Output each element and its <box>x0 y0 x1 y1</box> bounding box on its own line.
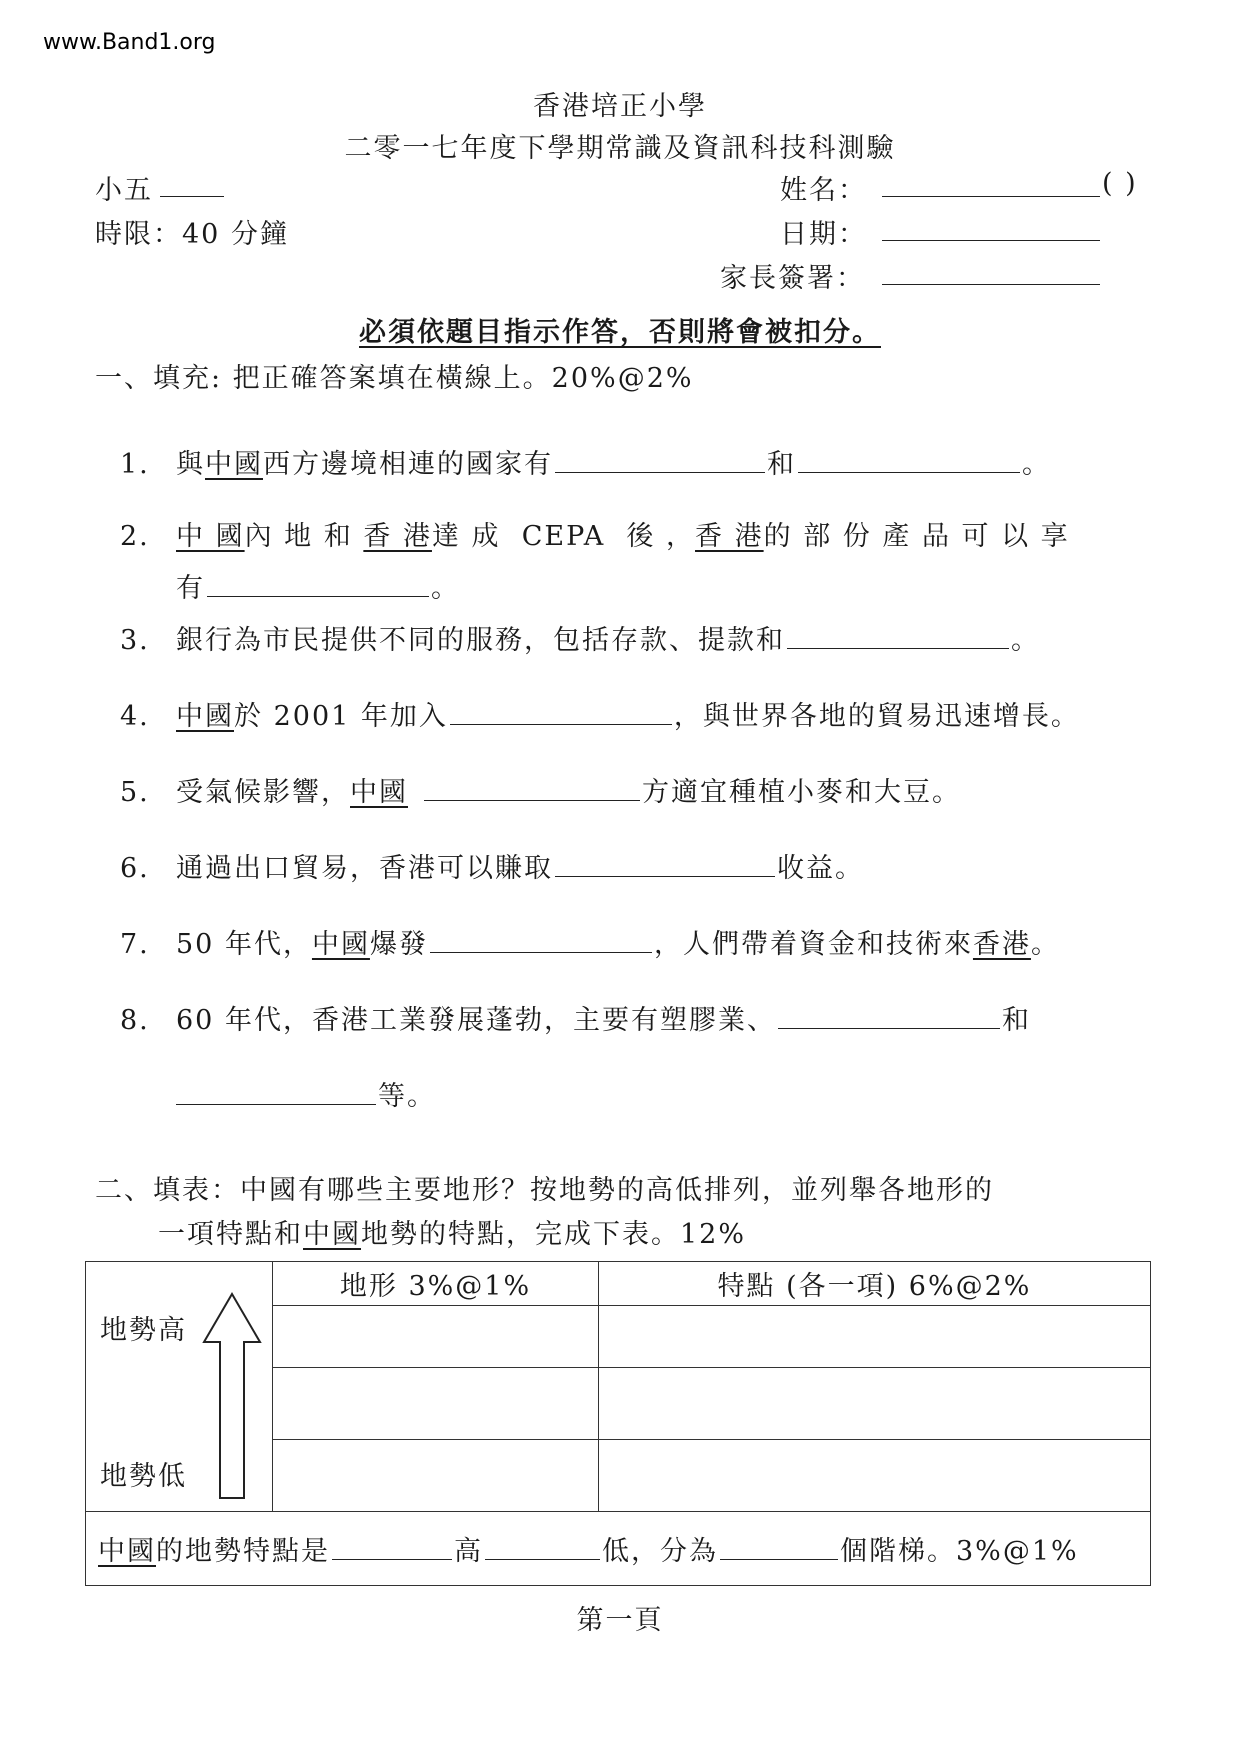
q2-text-g: 有 <box>176 573 205 604</box>
q2-blank[interactable] <box>207 570 429 597</box>
q2-number: 2. <box>120 521 150 552</box>
q7-text-a: 50 年代， <box>176 929 312 960</box>
q1-number: 1. <box>120 449 150 480</box>
q8-blank-1[interactable] <box>778 1002 1000 1029</box>
q1-text-e: 。 <box>1022 449 1051 480</box>
class-number-paren: ( ) <box>1102 168 1138 199</box>
summary-row <box>86 1512 1151 1586</box>
question-5 <box>120 770 961 809</box>
question-6 <box>120 846 864 885</box>
instruction: 必須依題目指示作答，否則將會被扣分。 <box>359 317 881 348</box>
parent-sign-label: 家長簽署： <box>720 263 865 294</box>
low-label: 地勢低 <box>100 1461 187 1492</box>
q7-china: 中國 <box>311 929 370 960</box>
q8-text-b: 和 <box>1001 1005 1031 1036</box>
school-name: 香港培正小學 <box>533 91 707 122</box>
high-label: 地勢高 <box>100 1315 187 1346</box>
s2-title-a: 一項特點和 <box>158 1219 303 1250</box>
q3-text-b: 。 <box>1011 625 1040 656</box>
q5-number: 5. <box>120 777 150 808</box>
terrain-height-column <box>86 1262 273 1512</box>
question-2 <box>120 514 1070 553</box>
q8-text-a: 60 年代，香港工業發展蓬勃，主要有塑膠業、 <box>176 1005 776 1036</box>
q8-number: 8. <box>120 1005 150 1036</box>
q7-hongkong: 香港 <box>972 929 1031 960</box>
q7-text-c: 爆發 <box>369 929 428 960</box>
question-8 <box>120 998 1031 1037</box>
q5-china: 中國 <box>350 777 408 808</box>
terrain-cell-3[interactable] <box>273 1440 599 1512</box>
question-1 <box>120 442 1051 481</box>
q7-number: 7. <box>120 929 150 960</box>
q1-china: 中國 <box>205 449 263 480</box>
q5-text-a: 受氣候影響， <box>176 777 350 808</box>
feature-cell-1[interactable] <box>599 1306 1151 1368</box>
section2-title-line2 <box>158 1212 746 1251</box>
up-arrow-icon <box>200 1292 264 1502</box>
feature-cell-3[interactable] <box>599 1440 1151 1512</box>
question-8-cont <box>176 1074 436 1113</box>
q4-blank[interactable] <box>450 698 672 725</box>
question-3 <box>120 618 1040 657</box>
time-limit: 時限：40 分鐘 <box>95 219 289 250</box>
q6-text-a: 通過出口貿易，香港可以賺取 <box>176 853 553 884</box>
s2-title-china: 中國 <box>303 1219 361 1250</box>
q3-text-a: 銀行為市民提供不同的服務，包括存款、提款和 <box>176 625 785 656</box>
q7-text-f: 。 <box>1030 929 1060 960</box>
summary-blank-1[interactable] <box>332 1533 452 1560</box>
section2-title-line1: 二、填表：中國有哪些主要地形？按地勢的高低排列，並列舉各地形的 <box>95 1175 994 1206</box>
summary-blank-2[interactable] <box>485 1533 600 1560</box>
summary-china: 中國 <box>98 1536 156 1567</box>
q7-text-d: ，人們帶着資金和技術來 <box>653 929 973 960</box>
q8-text-c: 等。 <box>378 1081 436 1112</box>
summary-text-c: 高 <box>454 1536 483 1567</box>
question-7 <box>120 922 1060 961</box>
q2-text-h: 。 <box>431 573 460 604</box>
source-url: www.Band1.org <box>43 30 216 55</box>
date-label: 日期： <box>780 219 867 250</box>
q6-blank[interactable] <box>555 850 775 877</box>
q7-blank[interactable] <box>430 926 652 953</box>
q4-text-c: ，與世界各地的貿易迅速增長。 <box>673 701 1080 732</box>
terrain-table <box>85 1261 1151 1586</box>
q1-text-a: 與 <box>176 449 205 480</box>
summary-text-e: 個階梯。3%@1% <box>840 1536 1079 1567</box>
class-blank[interactable] <box>160 196 224 197</box>
feature-cell-2[interactable] <box>599 1368 1151 1440</box>
q2-text-d: 達 成 CEPA 後 ， <box>431 521 696 552</box>
q1-text-d: 和 <box>767 449 796 480</box>
summary-blank-3[interactable] <box>720 1533 838 1560</box>
date-field[interactable] <box>882 240 1100 241</box>
header-feature: 特點 (各一項) 6%@2% <box>599 1262 1151 1306</box>
parent-sign-field[interactable] <box>882 284 1100 285</box>
q2-text-b: 內 地 和 <box>244 521 353 552</box>
s2-title-c: 地勢的特點，完成下表。12% <box>361 1219 747 1250</box>
q3-blank[interactable] <box>787 622 1009 649</box>
summary-text-d: 低，分為 <box>602 1536 718 1567</box>
question-2-cont <box>176 566 460 605</box>
summary-text-b: 的地勢特點是 <box>156 1536 330 1567</box>
terrain-cell-2[interactable] <box>273 1368 599 1440</box>
name-label: 姓名： <box>780 175 867 206</box>
q2-text-f: 的 部 份 產 品 可 以 享 <box>763 521 1070 552</box>
q6-number: 6. <box>120 853 150 884</box>
q4-text-b: 於 2001 年加入 <box>234 701 448 732</box>
q1-blank-2[interactable] <box>798 446 1020 473</box>
q4-number: 4. <box>120 701 150 732</box>
name-field[interactable] <box>882 196 1100 197</box>
q1-text-c: 西方邊境相連的國家有 <box>263 449 553 480</box>
question-4 <box>120 694 1080 733</box>
q1-blank-1[interactable] <box>555 446 765 473</box>
page-number: 第一頁 <box>576 1605 664 1636</box>
exam-title: 二零一七年度下學期常識及資訊科技科測驗 <box>344 133 896 164</box>
section1-title: 一、填充: 把正確答案填在橫線上。20%@2% <box>95 363 694 394</box>
q5-blank[interactable] <box>424 774 640 801</box>
q5-text-c: 方適宜種植小麥和大豆。 <box>642 777 961 808</box>
header-terrain: 地形 3%@1% <box>273 1262 599 1306</box>
q8-blank-2[interactable] <box>176 1078 376 1105</box>
q2-hongkong-1: 香 港 <box>363 521 432 552</box>
q4-china: 中國 <box>176 701 234 732</box>
q6-text-b: 收益。 <box>777 853 864 884</box>
class-label: 小五 <box>95 175 153 206</box>
q2-china: 中 國 <box>176 521 245 552</box>
q2-hongkong-2: 香 港 <box>695 521 764 552</box>
terrain-cell-1[interactable] <box>273 1306 599 1368</box>
q3-number: 3. <box>120 625 150 656</box>
